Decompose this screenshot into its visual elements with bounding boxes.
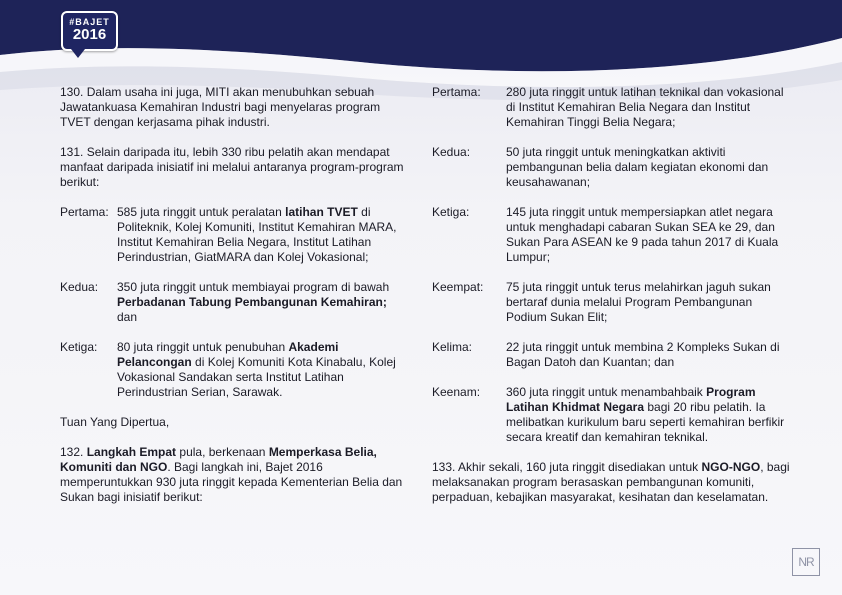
speech-bubble-tail <box>71 49 85 58</box>
paragraph-133 <box>432 460 792 505</box>
left-list-item-ketiga <box>60 340 410 400</box>
item-text-post: di Politeknik, Kolej Komuniti, Institut Kemahiran MARA, Institut Kemahiran Belia Negara, Institut Latihan Perindustrian, GiatMARA dan Kolej Vokasional; <box>117 205 397 264</box>
item-label: Kedua: <box>60 280 99 294</box>
item-label: Kelima: <box>432 340 473 354</box>
logo-year: 2016 <box>72 26 107 43</box>
p133-pre: 133. Akhir sekali, 160 juta ringgit disediakan untuk <box>432 460 702 474</box>
right-list-item-keenam <box>432 385 792 445</box>
item-text-bold: Perbadanan Tabung Pembangunan Kemahiran; <box>117 295 387 309</box>
item-text <box>117 340 410 400</box>
p132-post: . Bagi langkah ini, Bajet 2016 memperuntukkan 930 juta ringgit kepada Kementerian Belia dan Sukan bagi inisiatif berikut: <box>60 460 403 504</box>
item-text-post: dan <box>117 310 138 324</box>
item-text-pre: 80 juta ringgit untuk penubuhan <box>117 340 289 354</box>
item-text <box>506 385 792 445</box>
p133-bold: NGO-NGO <box>701 460 761 474</box>
item-text <box>117 205 410 265</box>
item-text-bold: Akademi Pelancongan <box>117 340 339 369</box>
left-list-item-pertama <box>60 205 410 265</box>
p133-post: , bagi melaksanakan program berasaskan pembangunan komuniti, perpaduan, kebajikan masyarakat, kesihatan dan keselamatan. <box>432 460 790 504</box>
item-label: Pertama: <box>432 85 481 99</box>
item-text: 145 juta ringgit untuk mempersiapkan atlet negara untuk menghadapi cabaran Sukan SEA ke 29, dan Sukan Para ASEAN ke 9 pada tahun 2017 di Kuala Lumpur; <box>506 205 779 264</box>
watermark-text: NR <box>798 555 814 569</box>
item-text <box>117 280 410 325</box>
item-label: Keempat: <box>432 280 484 294</box>
p132-pre: 132. <box>60 445 87 459</box>
item-label: Keenam: <box>432 385 481 399</box>
right-list-item-pertama <box>432 85 792 130</box>
bajet-2016-logo <box>61 11 118 51</box>
logo-hashtag: #BAJET <box>69 17 110 27</box>
item-label: Pertama: <box>60 205 109 219</box>
item-text-pre: 350 juta ringgit untuk membiayai program di bawah <box>117 280 390 294</box>
item-text-pre: 585 juta ringgit untuk peralatan <box>117 205 286 219</box>
item-text: 22 juta ringgit untuk membina 2 Kompleks Sukan di Bagan Datoh dan Kuantan; dan <box>506 340 780 369</box>
item-text: 75 juta ringgit untuk terus melahirkan jaguh sukan bertaraf dunia melalui Program Pembangunan Podium Sukan Elit; <box>506 280 771 324</box>
p132-bold-theme: Memperkasa Belia, Komuniti dan NGO <box>60 445 377 474</box>
item-label: Ketiga: <box>432 205 470 219</box>
item-text-bold: latihan TVET <box>285 205 358 219</box>
left-column <box>60 85 410 505</box>
item-label: Kedua: <box>432 145 471 159</box>
p132-bold-step: Langkah Empat <box>86 445 177 459</box>
item-text-post: bagi 20 ribu pelatih. Ia melibatkan kurikulum baru seperti kemahiran berfikir secara kreatif dan kemahiran teknikal. <box>506 400 785 444</box>
p132-mid: pula, berkenaan <box>176 445 269 459</box>
right-list-item-kelima <box>432 340 792 370</box>
paragraph-132 <box>60 445 410 505</box>
right-list-item-ketiga <box>432 205 792 265</box>
item-label: Ketiga: <box>60 340 98 354</box>
paragraph-131: 131. Selain daripada itu, lebih 330 ribu pelatih akan mendapat manfaat daripada inisiatif ini melalui antaranya program-program berikut: <box>60 145 404 189</box>
right-list-item-keempat <box>432 280 792 325</box>
right-column <box>432 85 792 505</box>
paragraph-130: 130. Dalam usaha ini juga, MITI akan menubuhkan sebuah Jawatankuasa Kemahiran Industri bagi menyelaras program TVET dengan kerjasama pihak industri. <box>60 85 381 129</box>
salutation: Tuan Yang Dipertua, <box>60 415 170 429</box>
item-text: 50 juta ringgit untuk meningkatkan aktiviti pembangunan belia dalam kegiatan ekonomi dan keusahawanan; <box>506 145 769 189</box>
item-text-pre: 360 juta ringgit untuk menambahbaik <box>506 385 707 399</box>
item-text-bold: Program Latihan Khidmat Negara <box>506 385 756 414</box>
item-text: 280 juta ringgit untuk latihan teknikal dan vokasional di Institut Kemahiran Belia Negara dan Institut Kemahiran Tinggi Belia Negara; <box>506 85 784 129</box>
item-text-post: di Kolej Komuniti Kota Kinabalu, Kolej Vokasional Sandakan serta Institut Latihan Perindustrian Serian, Sarawak. <box>117 355 396 399</box>
nr-watermark-logo <box>792 548 820 576</box>
left-list-item-kedua <box>60 280 410 325</box>
right-list-item-kedua <box>432 145 792 190</box>
